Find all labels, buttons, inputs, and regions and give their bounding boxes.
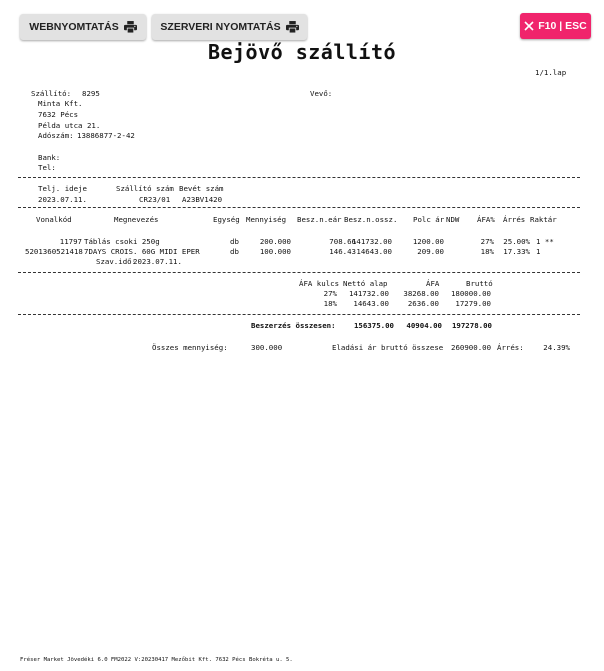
col-margin: Árrés <box>503 215 526 224</box>
divider <box>18 177 580 178</box>
row-store: 1 <box>536 247 541 256</box>
close-label: F10 | ESC <box>538 20 587 32</box>
purchase-total-vat: 40904.00 <box>406 321 442 330</box>
row-shelf-price: 209.00 <box>417 247 444 256</box>
close-button[interactable] <box>520 13 591 39</box>
divider <box>18 272 580 273</box>
vat-rate: 27% <box>323 289 337 298</box>
bank-label: Bank: <box>38 153 61 162</box>
document-title: Bejövő szállító <box>207 40 397 64</box>
col-qty: Mennyiség <box>246 215 287 224</box>
row-vat: 18% <box>480 247 494 256</box>
row-shelf-price: 1200.00 <box>412 237 444 246</box>
shelf-life-label: Szav.idő: <box>96 257 137 266</box>
vat-net: 14643.00 <box>353 299 389 308</box>
row-unit: db <box>230 247 239 256</box>
page-number: 1/1.lap <box>535 68 567 77</box>
row-barcode: 11797 <box>59 237 82 246</box>
total-qty-label: Összes mennyiség: <box>152 343 228 352</box>
supplier-number-header: Szállító szám <box>116 184 174 193</box>
delivery-date-header: Telj. ideje <box>38 184 87 193</box>
vat-header-vat: ÁFA <box>426 279 440 288</box>
printer-icon <box>124 21 137 33</box>
col-net-unit: Besz.n.eár <box>297 215 342 224</box>
row-net-unit: 708.66 <box>329 237 356 246</box>
row-qty: 100.000 <box>259 247 291 256</box>
row-store: 1 ** <box>536 237 554 246</box>
col-vat: ÁFA% <box>477 215 495 224</box>
divider <box>18 207 580 208</box>
row-margin: 17.33% <box>503 247 530 256</box>
footer: Fréser Market Jövedéki 6.0 FM2022 V:20230417 Mezőbit Kft. 7632 Pécs Bokréta u. 5. <box>20 657 293 663</box>
server-print-button[interactable] <box>152 14 307 40</box>
vat-header-net: Nettó alap <box>343 279 388 288</box>
row-name: Táblás csoki 250g <box>84 237 160 246</box>
col-shelf-price: Polc ár <box>413 215 445 224</box>
row-net-total: 14643.00 <box>356 247 392 256</box>
supplier-code: 8295 <box>82 89 100 98</box>
col-name: Megnevezés <box>114 215 159 224</box>
purchase-total-net: 156375.00 <box>353 321 394 330</box>
col-barcode: Vonalkód <box>36 215 72 224</box>
vat-amount: 2636.00 <box>407 299 439 308</box>
vat-rate: 18% <box>323 299 337 308</box>
row-vat: 27% <box>480 237 494 246</box>
col-net-total: Besz.n.ossz. <box>344 215 398 224</box>
supplier-name: Minta Kft. <box>38 99 83 108</box>
vat-gross: 180000.00 <box>450 289 491 298</box>
vat-amount: 38268.00 <box>403 289 439 298</box>
sale-gross-label: Eladási ár bruttó összese <box>332 343 444 352</box>
row-net-unit: 146.43 <box>329 247 356 256</box>
printer-icon <box>286 21 299 33</box>
web-print-button[interactable] <box>20 14 146 40</box>
supplier-number-value: CR23/01 <box>139 195 171 204</box>
supplier-street: Példa utca 21. <box>38 121 101 130</box>
web-print-label: WEBNYOMTATÁS <box>29 21 119 33</box>
supplier-city: 7632 Pécs <box>38 110 79 119</box>
row-unit: db <box>230 237 239 246</box>
row-name: 7DAYS CROIS. 60G MIDI EPER <box>84 247 200 256</box>
total-qty-value: 300.000 <box>251 343 283 352</box>
vat-net: 141732.00 <box>348 289 389 298</box>
shelf-life-value: 2023.07.11. <box>133 257 182 266</box>
divider <box>18 314 580 315</box>
delivery-date-value: 2023.07.11. <box>38 195 87 204</box>
row-qty: 200.000 <box>259 237 291 246</box>
row-barcode: 5201360521418 <box>25 247 83 256</box>
receipt-number-header: Bevét szám <box>179 184 224 193</box>
col-unit: Egység <box>213 215 240 224</box>
close-icon <box>524 21 534 31</box>
tax-label: Adószám: <box>38 131 74 140</box>
buyer-label: Vevő: <box>310 89 333 98</box>
col-ndw: NDW <box>446 215 460 224</box>
receipt-number-value: A23BV1420 <box>182 195 223 204</box>
col-store: Raktár <box>530 215 557 224</box>
vat-header-rate: ÁFA kulcs <box>299 279 340 288</box>
purchase-total-label: Beszerzés összesen: <box>251 321 336 330</box>
supplier-label: Szállító: <box>31 89 72 98</box>
vat-header-gross: Bruttó <box>466 279 493 288</box>
tax-number: 13886877-2-42 <box>77 131 135 140</box>
tel-label: Tel: <box>38 163 56 172</box>
purchase-total-gross: 197278.00 <box>451 321 492 330</box>
vat-gross: 17279.00 <box>455 299 491 308</box>
margin-label: Árrés: <box>497 343 524 352</box>
sale-gross-value: 260900.00 <box>451 343 492 352</box>
row-net-total: 141732.00 <box>351 237 392 246</box>
margin-value: 24.39% <box>543 343 570 352</box>
server-print-label: SZERVERI NYOMTATÁS <box>160 21 281 33</box>
row-margin: 25.00% <box>503 237 530 246</box>
